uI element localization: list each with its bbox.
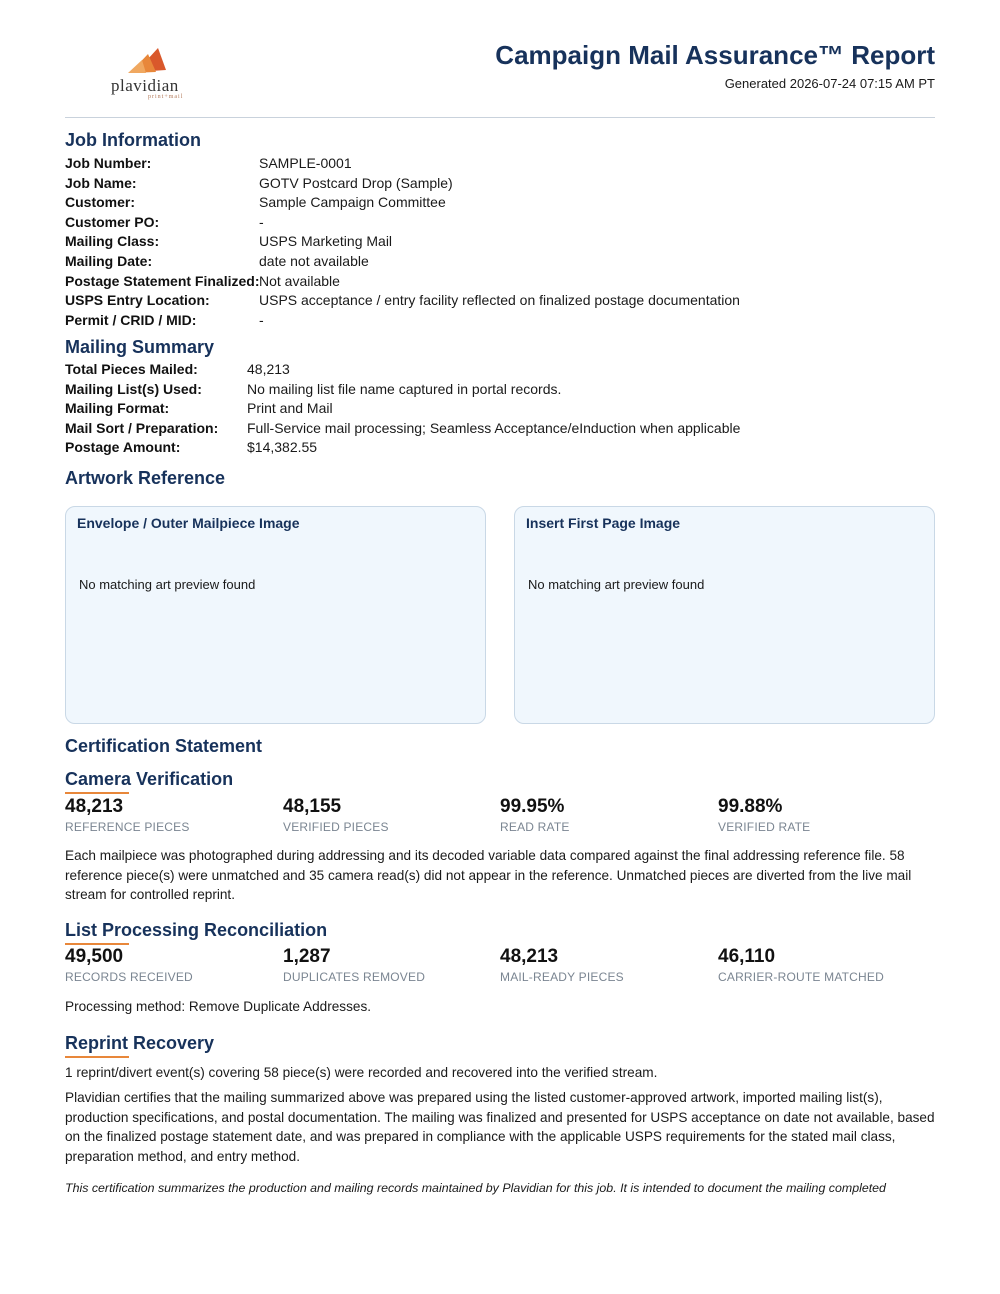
artwork-reference-heading: Artwork Reference [65, 468, 226, 488]
job-row [65, 232, 740, 252]
mailing-summary-list [65, 360, 740, 458]
camera-heading-underline [65, 792, 129, 794]
job-label: Job Number: [65, 155, 152, 171]
stat-label: RECORDS RECEIVED [65, 970, 193, 984]
stat-verified-rate [718, 796, 810, 834]
job-value: GOTV Postcard Drop (Sample) [259, 174, 453, 191]
envelope-art-message: No matching art preview found [79, 577, 256, 592]
envelope-art-panel [65, 506, 486, 724]
sail-icon [128, 48, 170, 74]
job-label: USPS Entry Location: [65, 292, 210, 309]
reprint-recovery-description: 1 reprint/divert event(s) covering 58 piece(s) were recorded and recovered into the verified stream. [65, 1065, 658, 1080]
summary-row [65, 360, 740, 380]
reprint-heading-underline [65, 1056, 129, 1058]
stat-value: 99.88% [718, 796, 783, 817]
summary-row [65, 419, 740, 439]
insert-art-title: Insert First Page Image [526, 515, 681, 531]
job-value: USPS Marketing Mail [259, 233, 393, 250]
list-processing-description: Processing method: Remove Duplicate Addresses. [65, 999, 372, 1014]
stat-verified-pieces [283, 796, 389, 834]
summary-value: No mailing list file name captured in portal records. [247, 380, 562, 397]
job-label: Mailing Date: [65, 252, 153, 269]
job-label: Postage Statement Finalized: [65, 272, 260, 289]
stat-duplicates-removed [283, 946, 425, 984]
summary-value: Full-Service mail processing; Seamless Acceptance/eInduction when applicable [247, 419, 741, 436]
job-row [65, 291, 740, 311]
job-row [65, 272, 740, 292]
job-row [65, 154, 740, 174]
summary-value: 48,213 [247, 361, 290, 377]
stat-reference-pieces [65, 796, 190, 834]
stat-value: 1,287 [283, 946, 331, 967]
stat-label: MAIL-READY PIECES [500, 970, 624, 984]
stat-value: 49,500 [65, 946, 124, 967]
job-information-heading: Job Information [65, 130, 201, 150]
summary-row [65, 399, 740, 419]
stat-mail-ready-pieces [500, 946, 624, 984]
job-information-list [65, 154, 740, 330]
stat-value: 48,155 [283, 796, 342, 817]
summary-row [65, 438, 740, 458]
stat-label: VERIFIED PIECES [283, 820, 389, 834]
camera-verification-heading: Camera Verification [65, 769, 234, 789]
logo-tagline: print+mail [148, 94, 184, 100]
job-value: date not available [259, 252, 369, 269]
stat-label: READ RATE [500, 820, 570, 834]
summary-label: Mailing Format: [65, 400, 170, 417]
summary-label: Mailing List(s) Used: [65, 380, 202, 397]
job-value: SAMPLE-0001 [259, 155, 352, 171]
summary-row [65, 380, 740, 400]
certification-statement-text: Plavidian certifies that the mailing summarized above was prepared using the listed customer-approved artwork, imported mailing list(s), production specifications, and postal documentation. The mailing was finalized and presented for USPS acceptance on date not available, based on the finalized postage statement date, and was prepared in compliance with the applicable USPS requirements for the stated mail class, preparation method, and entry method. [65, 1090, 935, 1164]
job-label: Mailing Class: [65, 233, 160, 250]
list-processing-heading: List Processing Reconciliation [65, 920, 328, 940]
summary-label: Total Pieces Mailed: [65, 361, 198, 377]
job-label: Customer PO: [65, 213, 160, 230]
stat-carrier-route-matched [718, 946, 884, 984]
stat-value: 48,213 [500, 946, 559, 967]
mailing-summary-heading: Mailing Summary [65, 337, 215, 357]
header-divider [65, 117, 935, 118]
certification-heading: Certification Statement [65, 736, 263, 756]
reprint-recovery-heading: Reprint Recovery [65, 1033, 215, 1053]
job-value: - [259, 311, 264, 328]
certification-footnote: This certification summarizes the production and mailing records maintained by Plavidian for this job. It is intended to document the mailing completed [65, 1181, 886, 1195]
job-row [65, 193, 740, 213]
list-processing-heading-underline [65, 943, 129, 945]
job-row [65, 311, 740, 331]
summary-label: Postage Amount: [65, 439, 181, 456]
stat-value: 46,110 [718, 946, 776, 967]
insert-art-panel [514, 506, 935, 724]
job-value: USPS acceptance / entry facility reflected on finalized postage documentation [259, 292, 740, 309]
insert-art-message: No matching art preview found [528, 577, 705, 592]
stat-label: DUPLICATES REMOVED [283, 970, 426, 984]
job-label: Permit / CRID / MID: [65, 311, 197, 328]
job-value: Sample Campaign Committee [259, 194, 446, 211]
stat-label: CARRIER-ROUTE MATCHED [718, 970, 884, 984]
stat-records-received [65, 946, 193, 984]
generated-timestamp: Generated 2026-07-24 07:15 AM PT [724, 76, 935, 91]
job-row [65, 174, 740, 194]
stat-value: 48,213 [65, 796, 124, 817]
job-value: Not available [259, 272, 340, 289]
job-label: Job Name: [65, 174, 137, 191]
logo-wordmark: plavidian [111, 76, 179, 95]
stat-label: VERIFIED RATE [718, 820, 811, 834]
envelope-art-title: Envelope / Outer Mailpiece Image [77, 515, 300, 531]
summary-value: Print and Mail [247, 400, 333, 417]
stat-label: REFERENCE PIECES [65, 820, 190, 834]
summary-label: Mail Sort / Preparation: [65, 419, 219, 436]
job-value: - [259, 213, 264, 230]
report-title: Campaign Mail Assurance™ Report [495, 40, 935, 70]
stat-value: 99.95% [500, 796, 565, 817]
job-row [65, 213, 740, 233]
summary-value: $14,382.55 [247, 439, 318, 456]
plavidian-logo [108, 48, 198, 100]
stat-read-rate [500, 796, 570, 834]
camera-verification-description: Each mailpiece was photographed during addressing and its decoded variable data compared against the final addressing reference file. 58 reference piece(s) were unmatched and 35 camera read(s) did not appear in the reference. Unmatched pieces are diverted from the live mail stream for controlled reprint. [65, 848, 912, 903]
job-row [65, 252, 740, 272]
job-label: Customer: [65, 194, 136, 211]
